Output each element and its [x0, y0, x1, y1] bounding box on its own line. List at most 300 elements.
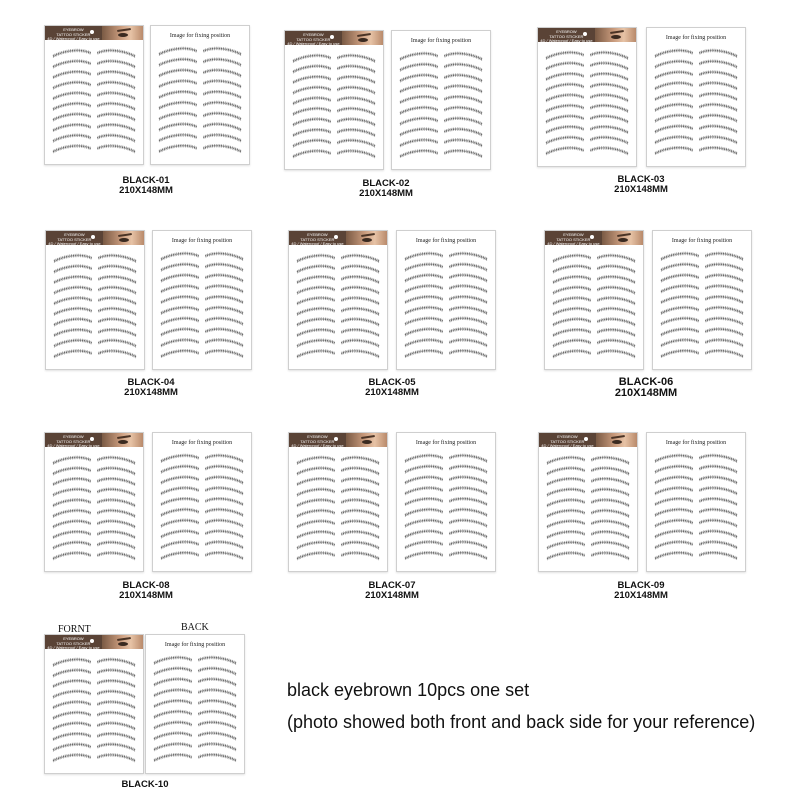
eyebrow-stroke	[54, 289, 92, 295]
product-label	[347, 378, 437, 398]
eyebrow-stroke	[203, 104, 241, 110]
eyebrow-stroke	[53, 735, 91, 741]
eyebrow-stroke	[400, 76, 438, 82]
eyebrow-stroke	[205, 255, 243, 261]
eyebrow-grid-back	[397, 433, 495, 571]
front-tag: FORNT	[58, 624, 91, 635]
eyebrow-stroke	[53, 756, 91, 762]
eyebrow-stroke	[449, 543, 487, 549]
eyebrow-stroke	[655, 138, 693, 144]
eyebrow-stroke	[655, 532, 693, 538]
eyebrow-stroke	[161, 478, 199, 484]
eyebrow-stroke	[53, 459, 91, 465]
eyebrow-grid-back	[647, 433, 745, 571]
eyebrow-stroke	[547, 512, 585, 518]
eyebrow-stroke	[97, 94, 135, 100]
eyebrow-stroke	[297, 257, 335, 263]
eyebrow-stroke	[405, 309, 443, 315]
eyebrow-stroke	[444, 98, 482, 104]
eyebrow-stroke	[553, 352, 591, 358]
eyebrow-stroke	[449, 298, 487, 304]
eyebrow-stroke	[293, 120, 331, 126]
eyebrow-stroke	[546, 149, 584, 155]
eyebrow-stroke	[341, 469, 379, 475]
eyebrow-stroke	[705, 352, 743, 358]
eyebrow-stroke	[53, 73, 91, 79]
eyebrow-stroke	[159, 104, 197, 110]
eyebrow-stroke	[97, 735, 135, 741]
eyebrow-stroke	[547, 533, 585, 539]
eyebrow-stroke	[591, 459, 629, 465]
product-size: 210X148MM	[124, 387, 178, 398]
eyebrow-stroke	[341, 267, 379, 273]
eyebrow-stroke	[591, 469, 629, 475]
eyebrow-stroke	[53, 746, 91, 752]
eyebrow-stroke	[597, 267, 635, 273]
eyebrow-grid-front	[285, 31, 383, 169]
eyebrow-stroke	[400, 55, 438, 61]
product-code: BLACK-02	[362, 178, 410, 189]
eyebrow-stroke	[97, 73, 135, 79]
eyebrow-stroke	[449, 457, 487, 463]
eyebrow-stroke	[661, 330, 699, 336]
eyebrow-stroke	[154, 713, 192, 719]
eyebrow-stroke	[297, 491, 335, 497]
eyebrow-stroke	[341, 480, 379, 486]
eyebrow-stroke	[547, 522, 585, 528]
eyebrow-grid-back	[153, 231, 251, 369]
sheet-header-line3: 4D / Waterproof / Easy to use	[287, 41, 340, 45]
sheet-header-line1: EYEBROW	[63, 434, 84, 439]
eyebrow-grid-front	[289, 231, 387, 369]
eyebrow-stroke	[449, 352, 487, 358]
eyebrow-stroke	[53, 469, 91, 475]
eyebrow-stroke	[705, 309, 743, 315]
eyebrow-stroke	[444, 55, 482, 61]
eyebrow-grid-front	[289, 433, 387, 571]
eyebrow-stroke	[405, 287, 443, 293]
eyebrow-stroke	[705, 276, 743, 282]
eyebrow-stroke	[341, 299, 379, 305]
eyebrow-stroke	[444, 109, 482, 115]
back-sheet-title: Image for fixing position	[171, 440, 233, 446]
product-label	[341, 179, 431, 199]
eyebrow-stroke	[705, 341, 743, 347]
eyebrow-stroke	[655, 522, 693, 528]
eyebrow-stroke	[400, 130, 438, 136]
eyebrow-stroke	[655, 73, 693, 79]
eyebrow-stroke	[546, 128, 584, 134]
eyebrow-stroke	[337, 131, 375, 137]
eyebrow-stroke	[449, 500, 487, 506]
sheet-header-line2: TATTOO STICKER	[56, 438, 91, 444]
eyebrow-stroke	[205, 532, 243, 538]
eyebrow-stroke	[97, 522, 135, 528]
eyebrow-stroke	[337, 110, 375, 116]
eyebrow-stroke	[205, 511, 243, 517]
eyebrow-grid-back	[653, 231, 751, 369]
eyebrow-stroke	[205, 478, 243, 484]
eyebrow-stroke	[53, 480, 91, 486]
eyebrow-stroke	[161, 500, 199, 506]
sheet-header-line3: 4D / Waterproof / Easy to use	[291, 241, 344, 245]
front-sheet	[288, 230, 388, 370]
eyebrow-stroke	[405, 543, 443, 549]
eyebrow-stroke	[655, 127, 693, 133]
back-sheet	[396, 432, 496, 572]
back-sheet	[145, 634, 245, 774]
eyebrow-stroke	[337, 152, 375, 158]
eyebrow-stroke	[597, 257, 635, 263]
eyebrow-grid-front	[545, 231, 643, 369]
eyebrow-stroke	[198, 659, 236, 665]
eyebrow-stroke	[203, 125, 241, 131]
eyebrow-stroke	[97, 746, 135, 752]
eyebrow-stroke	[53, 533, 91, 539]
eyebrow-stroke	[591, 522, 629, 528]
eyebrow-stroke	[293, 152, 331, 158]
eyebrow-stroke	[405, 511, 443, 517]
eyebrow-stroke	[297, 522, 335, 528]
eyebrow-stroke	[161, 511, 199, 517]
eyebrow-stroke	[53, 147, 91, 153]
eyebrow-stroke	[161, 255, 199, 261]
eyebrow-stroke	[293, 110, 331, 116]
eyebrow-stroke	[655, 468, 693, 474]
back-sheet-title: Image for fixing position	[415, 238, 477, 244]
eyebrow-stroke	[341, 257, 379, 263]
eyebrow-stroke	[297, 299, 335, 305]
back-sheet	[152, 230, 252, 370]
eyebrow-grid-back	[146, 635, 244, 773]
product-code: BLACK-07	[368, 580, 416, 591]
eyebrow-stroke	[699, 52, 737, 58]
sheet-header-line2: TATTOO STICKER	[300, 236, 335, 242]
eyebrow-stroke	[198, 680, 236, 686]
eyebrow-stroke	[655, 511, 693, 517]
eyebrow-stroke	[203, 50, 241, 56]
eyebrow-stroke	[405, 468, 443, 474]
eyebrow-stroke	[293, 67, 331, 73]
eyebrow-stroke	[341, 554, 379, 560]
eyebrow-stroke	[203, 115, 241, 121]
eyebrow-stroke	[53, 512, 91, 518]
eyebrow-stroke	[553, 299, 591, 305]
product-label	[101, 176, 191, 196]
eyebrow-stroke	[98, 310, 136, 316]
eyebrow-stroke	[546, 117, 584, 123]
back-sheet	[391, 30, 491, 170]
eyebrow-stroke	[546, 64, 584, 70]
eyebrow-stroke	[203, 136, 241, 142]
eyebrow-stroke	[400, 120, 438, 126]
eyebrow-stroke	[159, 82, 197, 88]
eyebrow-stroke	[661, 352, 699, 358]
eyebrow-stroke	[553, 310, 591, 316]
product-code: BLACK-01	[122, 175, 170, 186]
eyebrow-stroke	[591, 533, 629, 539]
eyebrow-stroke	[297, 533, 335, 539]
product-label	[101, 581, 191, 601]
eyebrow-stroke	[198, 691, 236, 697]
eyebrow-stroke	[98, 320, 136, 326]
eyebrow-stroke	[198, 713, 236, 719]
back-sheet	[152, 432, 252, 572]
eyebrow-stroke	[293, 142, 331, 148]
eyebrow-stroke	[705, 287, 743, 293]
eyebrow-stroke	[203, 147, 241, 153]
eyebrow-stroke	[546, 139, 584, 145]
eyebrow-stroke	[161, 320, 199, 326]
eyebrow-stroke	[97, 84, 135, 90]
back-sheet-title: Image for fixing position	[169, 33, 231, 39]
eyebrow-stroke	[597, 320, 635, 326]
eyebrow-stroke	[161, 276, 199, 282]
eyebrow-stroke	[297, 278, 335, 284]
eyebrow-stroke	[341, 320, 379, 326]
eyebrow-stroke	[297, 469, 335, 475]
eyebrow-stroke	[553, 289, 591, 295]
eyebrow-stroke	[198, 670, 236, 676]
eyebrow-stroke	[297, 459, 335, 465]
front-sheet	[537, 27, 637, 167]
eyebrow-stroke	[590, 96, 628, 102]
eyebrow-stroke	[205, 457, 243, 463]
caption-line-1: black eyebrown 10pcs one set	[287, 680, 530, 700]
eyebrow-stroke	[341, 501, 379, 507]
eyebrow-stroke	[297, 289, 335, 295]
product-code: BLACK-03	[617, 174, 665, 185]
eyebrow-stroke	[655, 95, 693, 101]
sheet-header-line2: TATTOO STICKER	[300, 438, 335, 444]
eyebrow-stroke	[161, 341, 199, 347]
eyebrow-stroke	[297, 352, 335, 358]
eyebrow-stroke	[449, 478, 487, 484]
eyebrow-stroke	[655, 554, 693, 560]
eyebrow-stroke	[400, 141, 438, 147]
product-size: 210X148MM	[614, 184, 668, 195]
eyebrow-stroke	[661, 341, 699, 347]
back-sheet-title: Image for fixing position	[164, 642, 226, 648]
eyebrow-stroke	[97, 62, 135, 68]
eyebrow-stroke	[597, 342, 635, 348]
eyebrow-stroke	[655, 149, 693, 155]
back-sheet-title: Image for fixing position	[410, 38, 472, 44]
eyebrow-stroke	[597, 278, 635, 284]
eyebrow-stroke	[97, 137, 135, 143]
eyebrow-stroke	[159, 71, 197, 77]
eyebrow-stroke	[54, 342, 92, 348]
eyebrow-stroke	[590, 139, 628, 145]
eyebrow-stroke	[154, 680, 192, 686]
eyebrow-stroke	[705, 298, 743, 304]
product-label	[596, 175, 686, 195]
eyebrow-stroke	[97, 544, 135, 550]
eyebrow-grid-back	[151, 26, 249, 164]
eyebrow-stroke	[553, 278, 591, 284]
sheet-header-line2: TATTOO STICKER	[56, 640, 91, 646]
eyebrow-stroke	[444, 141, 482, 147]
eyebrow-stroke	[297, 267, 335, 273]
eyebrow-stroke	[97, 661, 135, 667]
eyebrow-stroke	[53, 554, 91, 560]
eyebrow-stroke	[699, 95, 737, 101]
eyebrow-stroke	[405, 489, 443, 495]
eyebrow-stroke	[661, 287, 699, 293]
eyebrow-stroke	[54, 278, 92, 284]
eyebrow-stroke	[444, 76, 482, 82]
eyebrow-stroke	[203, 61, 241, 67]
sheet-header-line3: 4D / Waterproof / Easy to use	[47, 36, 100, 40]
eyebrow-stroke	[205, 352, 243, 358]
eyebrow-stroke	[297, 544, 335, 550]
eyebrow-stroke	[161, 489, 199, 495]
eyebrow-stroke	[205, 522, 243, 528]
eyebrow-stroke	[98, 278, 136, 284]
back-tag: BACK	[181, 622, 209, 633]
eyebrow-stroke	[154, 691, 192, 697]
eyebrow-stroke	[54, 257, 92, 263]
eyebrow-stroke	[297, 331, 335, 337]
eyebrow-stroke	[591, 480, 629, 486]
eyebrow-stroke	[553, 331, 591, 337]
eyebrow-stroke	[97, 682, 135, 688]
back-sheet	[396, 230, 496, 370]
eyebrow-stroke	[699, 554, 737, 560]
eyebrow-stroke	[53, 682, 91, 688]
eyebrow-stroke	[54, 331, 92, 337]
eyebrow-stroke	[699, 127, 737, 133]
eyebrow-stroke	[547, 469, 585, 475]
eyebrow-stroke	[590, 54, 628, 60]
sheet-header-line3: 4D / Waterproof / Easy to use	[541, 443, 594, 447]
eyebrow-stroke	[405, 320, 443, 326]
eyebrow-stroke	[590, 117, 628, 123]
eyebrow-stroke	[547, 491, 585, 497]
eyebrow-stroke	[405, 255, 443, 261]
eyebrow-stroke	[546, 86, 584, 92]
eyebrow-stroke	[203, 71, 241, 77]
eyebrow-stroke	[405, 298, 443, 304]
eyebrow-stroke	[198, 702, 236, 708]
eyebrow-stroke	[341, 331, 379, 337]
sheet-header-line2: TATTOO STICKER	[550, 438, 585, 444]
eyebrow-stroke	[97, 671, 135, 677]
sheet-header-line1: EYEBROW	[307, 434, 328, 439]
eyebrow-stroke	[655, 106, 693, 112]
eyebrow-stroke	[655, 489, 693, 495]
eyebrow-stroke	[337, 67, 375, 73]
front-sheet	[44, 432, 144, 572]
eyebrow-stroke	[655, 457, 693, 463]
eyebrow-stroke	[661, 309, 699, 315]
eyebrow-stroke	[154, 756, 192, 762]
eyebrow-stroke	[405, 276, 443, 282]
eyebrow-stroke	[161, 532, 199, 538]
front-sheet	[44, 25, 144, 165]
eyebrow-stroke	[205, 330, 243, 336]
eyebrow-stroke	[400, 98, 438, 104]
eyebrow-stroke	[97, 491, 135, 497]
eyebrow-stroke	[293, 99, 331, 105]
eyebrow-stroke	[444, 130, 482, 136]
eyebrow-stroke	[205, 266, 243, 272]
eyebrow-grid-front	[539, 433, 637, 571]
back-sheet-title: Image for fixing position	[665, 35, 727, 41]
eyebrow-stroke	[400, 152, 438, 158]
eyebrow-stroke	[205, 341, 243, 347]
eyebrow-stroke	[205, 543, 243, 549]
eyebrow-stroke	[161, 298, 199, 304]
eyebrow-stroke	[699, 149, 737, 155]
eyebrow-stroke	[54, 299, 92, 305]
eyebrow-stroke	[699, 73, 737, 79]
eyebrow-stroke	[405, 500, 443, 506]
eyebrow-stroke	[205, 320, 243, 326]
product-label	[601, 377, 691, 399]
eyebrow-stroke	[547, 459, 585, 465]
eyebrow-stroke	[661, 255, 699, 261]
eyebrow-stroke	[553, 267, 591, 273]
caption-line-2: (photo showed both front and back side for your reference)	[287, 712, 756, 732]
eyebrow-stroke	[597, 331, 635, 337]
eyebrow-stroke	[337, 57, 375, 63]
eyebrow-stroke	[205, 287, 243, 293]
eyebrow-stroke	[405, 352, 443, 358]
eyebrow-stroke	[53, 84, 91, 90]
product-code: BLACK-08	[122, 580, 170, 591]
eyebrow-stroke	[198, 745, 236, 751]
eyebrow-stroke	[705, 320, 743, 326]
product-size: 210X148MM	[614, 387, 678, 399]
eyebrow-stroke	[405, 478, 443, 484]
sheet-header-line3: 4D / Waterproof / Easy to use	[47, 645, 100, 649]
eyebrow-stroke	[97, 147, 135, 153]
eyebrow-stroke	[297, 554, 335, 560]
eyebrow-stroke	[205, 309, 243, 315]
eyebrow-stroke	[205, 554, 243, 560]
eyebrow-stroke	[661, 320, 699, 326]
sheet-header-line1: EYEBROW	[63, 27, 84, 32]
eyebrow-stroke	[98, 352, 136, 358]
eyebrow-stroke	[159, 50, 197, 56]
sheet-header-line1: EYEBROW	[563, 232, 584, 237]
eyebrow-stroke	[655, 500, 693, 506]
eyebrow-stroke	[161, 522, 199, 528]
sheet-header-line3: 4D / Waterproof / Easy to use	[47, 443, 100, 447]
eyebrow-stroke	[449, 489, 487, 495]
eyebrow-stroke	[53, 544, 91, 550]
eyebrow-stroke	[546, 54, 584, 60]
eyebrow-stroke	[98, 289, 136, 295]
eyebrow-stroke	[444, 120, 482, 126]
eyebrow-stroke	[405, 457, 443, 463]
eyebrow-stroke	[699, 117, 737, 123]
product-code: BLACK-09	[617, 580, 665, 591]
eyebrow-stroke	[297, 342, 335, 348]
eyebrow-stroke	[400, 66, 438, 72]
eyebrow-stroke	[699, 63, 737, 69]
eyebrow-stroke	[293, 131, 331, 137]
eyebrow-stroke	[444, 66, 482, 72]
eyebrow-stroke	[297, 320, 335, 326]
product-size: 210X148MM	[119, 590, 173, 601]
eyebrow-stroke	[590, 64, 628, 70]
eyebrow-stroke	[205, 468, 243, 474]
eyebrow-stroke	[699, 478, 737, 484]
back-sheet-title: Image for fixing position	[671, 238, 733, 244]
eyebrow-stroke	[341, 512, 379, 518]
